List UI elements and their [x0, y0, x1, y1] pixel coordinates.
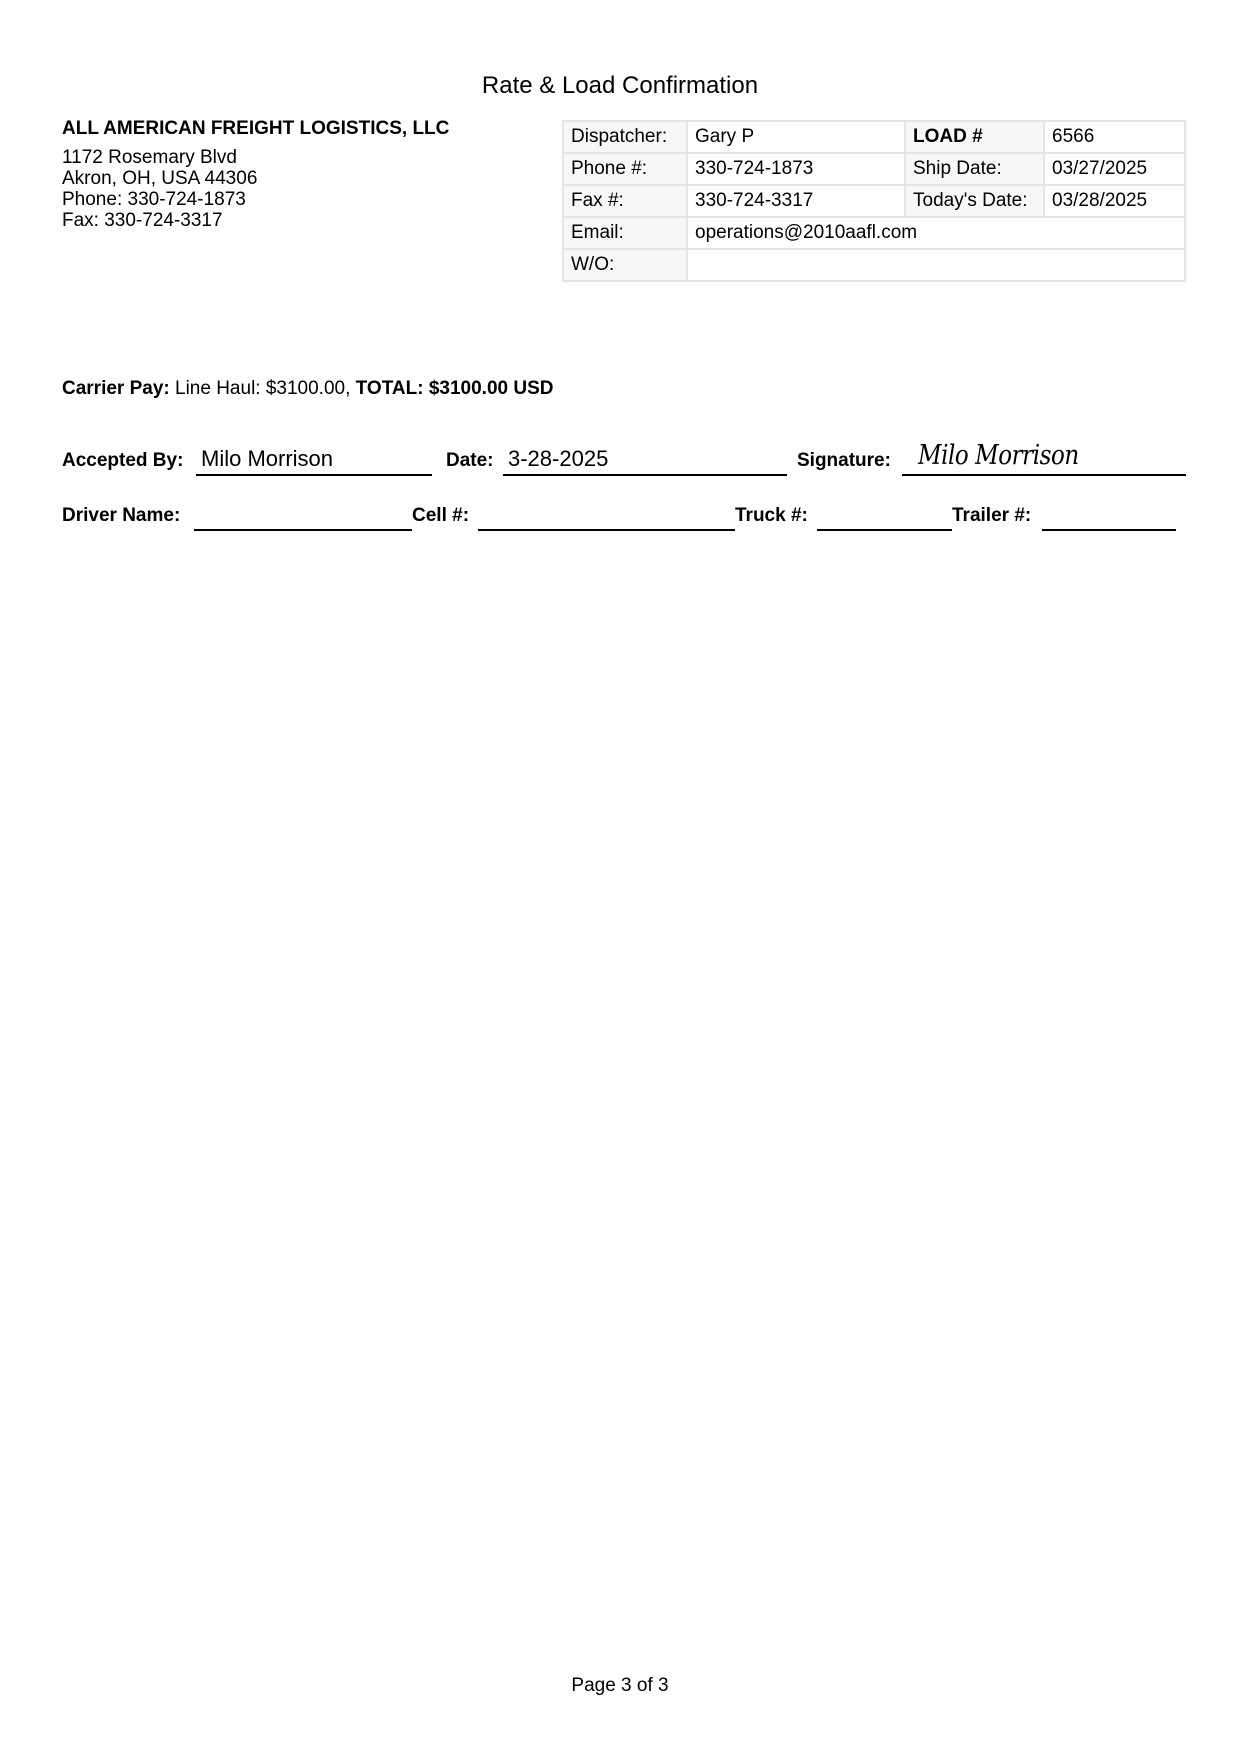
- company-address-line1: 1172 Rosemary Blvd: [62, 147, 237, 168]
- total-amount: TOTAL: $3100.00 USD: [355, 378, 554, 399]
- signature-handwriting: Milo Morrison: [918, 440, 1079, 471]
- load-number-value: 6566: [1044, 121, 1185, 153]
- table-row: [563, 121, 1185, 153]
- company-block: [62, 118, 462, 231]
- truck-field[interactable]: [817, 503, 952, 531]
- phone-label: Phone #:: [563, 153, 687, 185]
- trailer-label: Trailer #:: [952, 505, 1032, 526]
- driver-name-field[interactable]: [194, 503, 412, 531]
- document-title: Rate & Load Confirmation: [481, 72, 759, 99]
- signature-label: Signature:: [797, 450, 891, 471]
- todays-date-label: Today's Date:: [905, 185, 1044, 217]
- fax-value: 330-724-3317: [687, 185, 905, 217]
- company-fax: Fax: 330-724-3317: [62, 210, 223, 231]
- email-value: operations@2010aafl.com: [687, 217, 1185, 249]
- fax-label: Fax #:: [563, 185, 687, 217]
- table-row: [563, 249, 1185, 281]
- trailer-field[interactable]: [1042, 503, 1176, 531]
- load-number-label: LOAD #: [905, 121, 1044, 153]
- truck-label: Truck #:: [735, 505, 808, 526]
- company-phone: Phone: 330-724-1873: [62, 189, 246, 210]
- cell-field[interactable]: [478, 503, 735, 531]
- work-order-label: W/O:: [563, 249, 687, 281]
- date-value: 3-28-2025: [508, 446, 609, 471]
- table-row: [563, 217, 1185, 249]
- carrier-pay-line: [62, 378, 553, 400]
- phone-value: 330-724-1873: [687, 153, 905, 185]
- dispatcher-label: Dispatcher:: [563, 121, 687, 153]
- page-number: Page 3 of 3: [571, 1675, 669, 1696]
- accepted-by-value: Milo Morrison: [201, 446, 334, 471]
- ship-date-value: 03/27/2025: [1044, 153, 1185, 185]
- table-row: [563, 185, 1185, 217]
- email-label: Email:: [563, 217, 687, 249]
- work-order-value: [687, 249, 1185, 281]
- driver-name-label: Driver Name:: [62, 505, 181, 526]
- dispatcher-value: Gary P: [687, 121, 905, 153]
- ship-date-label: Ship Date:: [905, 153, 1044, 185]
- carrier-pay-label: Carrier Pay:: [62, 378, 170, 399]
- accepted-by-label: Accepted By:: [62, 450, 184, 471]
- company-name: ALL AMERICAN FREIGHT LOGISTICS, LLC: [62, 118, 450, 139]
- line-haul-amount: Line Haul: $3100.00,: [169, 378, 356, 399]
- date-label: Date:: [446, 450, 494, 471]
- todays-date-value: 03/28/2025: [1044, 185, 1185, 217]
- load-info-table: [562, 120, 1186, 282]
- company-address-line2: Akron, OH, USA 44306: [62, 168, 258, 189]
- cell-label: Cell #:: [412, 505, 470, 526]
- table-row: [563, 153, 1185, 185]
